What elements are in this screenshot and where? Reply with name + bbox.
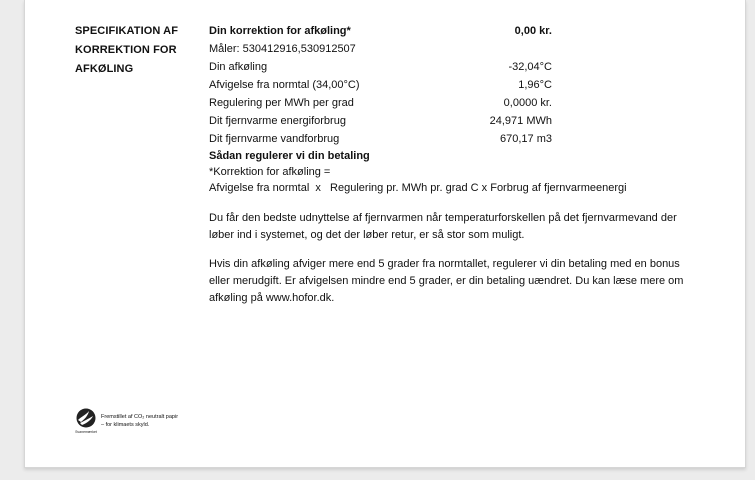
correction-heading-label: Din korrektion for afkøling* <box>209 25 351 37</box>
detail-value: 24,971 MWh <box>489 115 552 127</box>
detail-label: Regulering per MWh per grad <box>209 97 354 109</box>
detail-value: 1,96°C <box>518 79 552 91</box>
info-paragraph-1: Du får den bedste udnyttelse af fjernvarmen når temperaturforskellen på det fjernvarmevand der løber ind i systemet, og det der løber retur, er så stor som muligt. <box>209 212 677 241</box>
info-paragraph-2: Hvis din afkøling afviger mere end 5 grader fra normtallet, regulerer vi din betaling med en bonus eller merudgift. Er afvigelsen mindre end 5 grader, er din betaling uændret. Du kan læse mere om afkøling på www.hofor.dk. <box>209 258 684 304</box>
footer <box>75 408 178 434</box>
footer-line-2: – for klimaets skyld. <box>101 422 150 428</box>
correction-details <box>209 22 709 307</box>
section-title <box>75 22 195 79</box>
detail-value: -32,04°C <box>508 61 552 73</box>
detail-label: Dit fjernvarme vandforbrug <box>209 133 340 145</box>
correction-heading-row <box>209 22 709 40</box>
formula-title: Sådan regulerer vi din betaling <box>209 150 370 162</box>
correction-heading-value: 0,00 kr. <box>514 25 552 37</box>
formula-line-1: *Korrektion for afkøling = <box>209 166 331 178</box>
swan-ecolabel-icon <box>75 408 97 434</box>
detail-row <box>209 76 709 94</box>
footer-text <box>101 413 178 429</box>
detail-row <box>209 130 709 148</box>
detail-row <box>209 112 709 130</box>
detail-row <box>209 58 709 76</box>
section-title-line-2: KORREKTION FOR <box>75 44 177 56</box>
meter-numbers: Måler: 530412916,530912507 <box>209 43 356 55</box>
ecolabel-text: Svanemærket <box>75 430 97 434</box>
detail-label: Afvigelse fra normtal (34,00°C) <box>209 79 360 91</box>
document-page <box>24 0 746 468</box>
formula-line-2: Afvigelse fra normtal x Regulering pr. MWh pr. grad C x Forbrug af fjernvarmeenergi <box>209 182 627 194</box>
detail-label: Dit fjernvarme energiforbrug <box>209 115 346 127</box>
detail-value: 670,17 m3 <box>500 133 552 145</box>
detail-label: Din afkøling <box>209 61 268 73</box>
section-title-line-1: SPECIFIKATION AF <box>75 25 179 37</box>
section-title-line-3: AFKØLING <box>75 63 134 75</box>
detail-value: 0,0000 kr. <box>503 97 552 109</box>
meter-row <box>209 40 709 58</box>
footer-line-1: Fremstillet af CO₂ neutralt papir <box>101 414 179 420</box>
detail-row <box>209 94 709 112</box>
